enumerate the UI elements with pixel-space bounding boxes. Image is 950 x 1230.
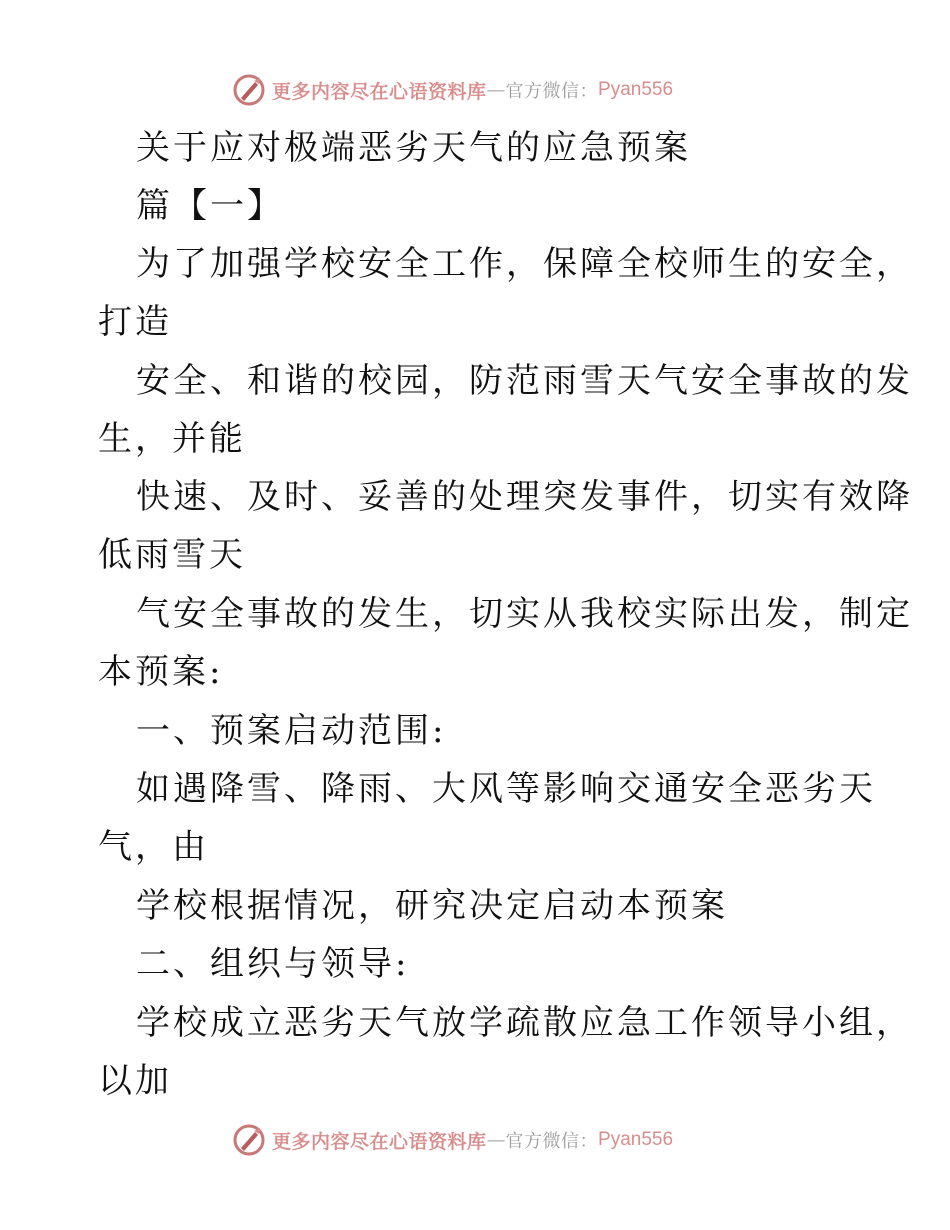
document-title: 关于应对极端恶劣天气的应急预案 [136, 128, 691, 168]
footer-watermark [232, 1122, 673, 1158]
paragraph-line: 低雨雪天 [98, 535, 246, 575]
watermark-wechat-label: 官方微信： [505, 81, 599, 102]
watermark-wechat-label: 官方微信： [505, 1131, 599, 1152]
paragraph-line: 本预案: [98, 652, 224, 692]
watermark-separator: — [486, 79, 506, 101]
quill-circle-logo-icon [232, 73, 266, 107]
paragraph-line: 快速、及时、妥善的处理突发事件，切实有效降 [136, 477, 913, 517]
paragraph-line: 为了加强学校安全工作，保障全校师生的安全， [136, 244, 913, 284]
paragraph-line: 生，并能 [98, 419, 246, 459]
section-heading: 篇【一】 [136, 186, 284, 226]
paragraph-line: 以加 [98, 1061, 172, 1101]
paragraph-line: 气安全事故的发生，切实从我校实际出发，制定 [136, 594, 913, 634]
watermark-separator: — [486, 1129, 506, 1151]
quill-circle-logo-icon [232, 1123, 266, 1157]
section-heading: 二、组织与领导: [136, 944, 410, 984]
header-watermark [232, 72, 673, 108]
watermark-account: Pyan556 [598, 79, 674, 100]
paragraph-line: 如遇降雪、降雨、大风等影响交通安全恶劣天 [136, 769, 876, 809]
paragraph-line: 学校成立恶劣天气放学疏散应急工作领导小组， [136, 1003, 913, 1043]
watermark-account: Pyan556 [598, 1129, 674, 1150]
watermark-site-text: 更多内容尽在心语资料库 [272, 1130, 487, 1153]
paragraph-line: 安全、和谐的校园，防范雨雪天气安全事故的发 [136, 361, 913, 401]
paragraph-line: 打造 [98, 302, 172, 342]
section-heading: 一、预案启动范围: [136, 711, 447, 751]
paragraph-line: 气，由 [98, 827, 209, 867]
paragraph-line: 学校根据情况，研究决定启动本预案 [136, 886, 728, 926]
watermark-site-text: 更多内容尽在心语资料库 [272, 80, 487, 103]
